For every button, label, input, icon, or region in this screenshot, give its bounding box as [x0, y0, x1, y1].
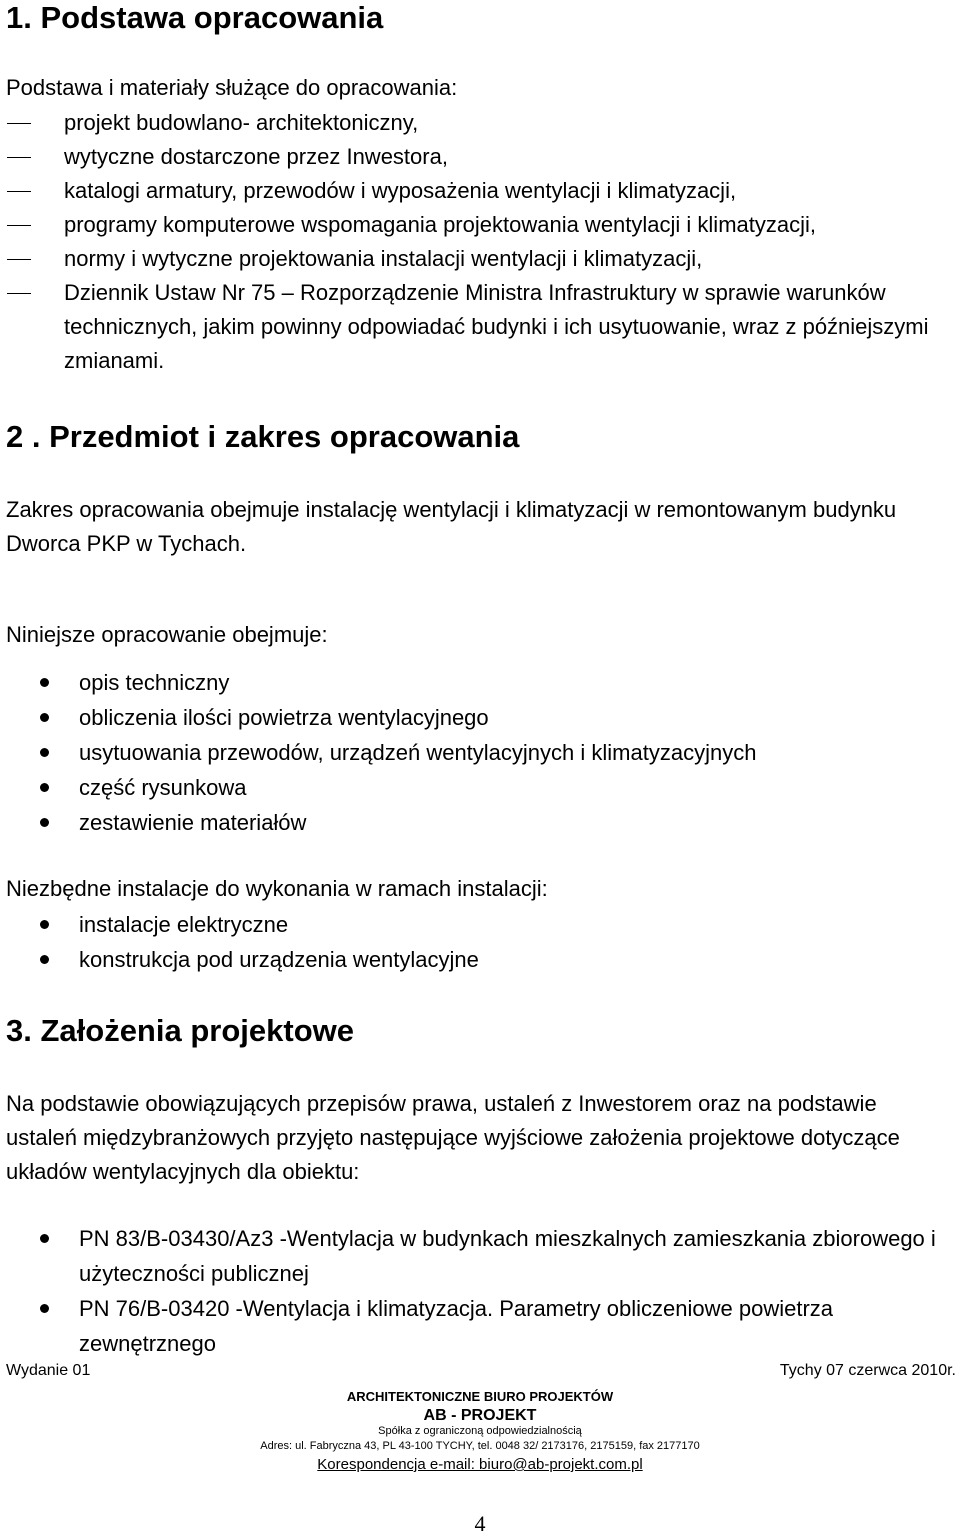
bullet-icon — [40, 748, 49, 757]
section-2-required-label: Niezbędne instalacje do wykonania w ramach instalacji: — [6, 876, 548, 901]
company-name: AB - PROJEKT — [423, 1407, 537, 1424]
footer-row — [6, 1360, 956, 1382]
dash-bullet-icon — [7, 157, 31, 158]
section-1-heading: 1. Podstawa opracowania — [6, 0, 384, 35]
bullet-icon — [40, 1234, 49, 1243]
list-item-text: PN 76/B-03420 -Wentylacja i klimatyzacja. Parametry obliczeniowe powietrza zewnętrznego — [79, 1296, 834, 1356]
list-item-text: katalogi armatury, przewodów i wyposażenia wentylacji i klimatyzacji, — [64, 178, 737, 203]
list-item — [0, 735, 949, 770]
list-item — [0, 1221, 949, 1291]
list-item — [0, 1291, 949, 1361]
list-item-text: usytuowania przewodów, urządzeń wentylacyjnych i klimatyzacyjnych — [79, 740, 757, 765]
list-item-text: normy i wytyczne projektowania instalacji wentylacji i klimatyzacji, — [64, 246, 703, 271]
list-item — [0, 140, 960, 174]
list-item-text: część rysunkowa — [79, 775, 247, 800]
list-item — [0, 208, 960, 242]
list-item-text: projekt budowlano- architektoniczny, — [64, 110, 419, 135]
list-item — [0, 770, 949, 805]
section-3-heading: 3. Założenia projektowe — [6, 1013, 354, 1048]
list-item — [0, 242, 960, 276]
section-2-scope: Zakres opracowania obejmuje instalację wentylacji i klimatyzacji w remontowanym budynku Dworca PKP w Tychach. — [6, 497, 897, 556]
place-date: Tychy 07 czerwca 2010r. — [779, 1362, 956, 1379]
company-address: Adres: ul. Fabryczna 43, PL 43-100 TYCHY, tel. 0048 32/ 2173176, 2175159, fax 2177170 — [260, 1440, 700, 1452]
bullet-icon — [40, 955, 49, 964]
dash-bullet-icon — [7, 191, 31, 192]
list-item — [0, 700, 949, 735]
section-2-includes-list — [0, 665, 949, 840]
list-item-text: PN 83/B-03430/Az3 -Wentylacja w budynkach mieszkalnych zamieszkania zbiorowego i użyteczności publicznej — [79, 1226, 936, 1286]
bullet-icon — [40, 920, 49, 929]
list-item — [0, 805, 949, 840]
company-type: ARCHITEKTONICZNE BIURO PROJEKTÓW — [346, 1389, 614, 1404]
company-legal-form: Spółka z ograniczoną odpowiedzialnością — [378, 1425, 582, 1437]
bullet-icon — [40, 818, 49, 827]
bullet-icon — [40, 713, 49, 722]
list-item-text: obliczenia ilości powietrza wentylacyjnego — [79, 705, 489, 730]
list-item — [0, 907, 949, 942]
list-item-text: opis techniczny — [79, 670, 230, 695]
list-item-text: instalacje elektryczne — [79, 912, 289, 937]
email-link[interactable]: Korespondencja e-mail: biuro@ab-projekt.com.pl — [317, 1456, 643, 1473]
dash-bullet-icon — [7, 123, 31, 124]
dash-bullet-icon — [7, 225, 31, 226]
list-item-text: Dziennik Ustaw Nr 75 – Rozporządzenie Ministra Infrastruktury w sprawie warunków technicznych, jakim powinny odpowiadać budynki i ich usytuowanie, wraz z późniejszymi zmianami. — [64, 280, 929, 373]
list-item — [0, 174, 960, 208]
list-item — [0, 276, 960, 378]
company-email-line — [0, 1456, 960, 1474]
list-item-text: zestawienie materiałów — [79, 810, 307, 835]
section-1-intro: Podstawa i materiały służące do opracowania: — [6, 75, 458, 100]
list-item — [0, 942, 949, 977]
dash-bullet-icon — [7, 293, 31, 294]
bullet-icon — [40, 1304, 49, 1313]
section-2-heading: 2 . Przedmiot i zakres opracowania — [6, 419, 520, 454]
list-item — [0, 665, 949, 700]
bullet-icon — [40, 678, 49, 687]
section-2-required-list — [0, 907, 949, 977]
page-number: 4 — [474, 1511, 486, 1536]
edition-label: Wydanie 01 — [6, 1362, 91, 1379]
dash-bullet-icon — [7, 259, 31, 260]
section-2-includes-label: Niniejsze opracowanie obejmuje: — [6, 622, 328, 647]
list-item — [0, 106, 960, 140]
section-3-intro: Na podstawie obowiązujących przepisów prawa, ustaleń z Inwestorem oraz na podstawie ustaleń międzybranżowych przyjęto następujące wyjściowe założenia projektowe dotyczące układów wentylacyjnych dla obiektu: — [6, 1091, 900, 1184]
bullet-icon — [40, 783, 49, 792]
list-item-text: programy komputerowe wspomagania projektowania wentylacji i klimatyzacji, — [64, 212, 816, 237]
section-3-standards-list — [0, 1221, 949, 1361]
list-item-text: wytyczne dostarczone przez Inwestora, — [64, 144, 448, 169]
list-item-text: konstrukcja pod urządzenia wentylacyjne — [79, 947, 479, 972]
section-1-list — [0, 106, 960, 378]
